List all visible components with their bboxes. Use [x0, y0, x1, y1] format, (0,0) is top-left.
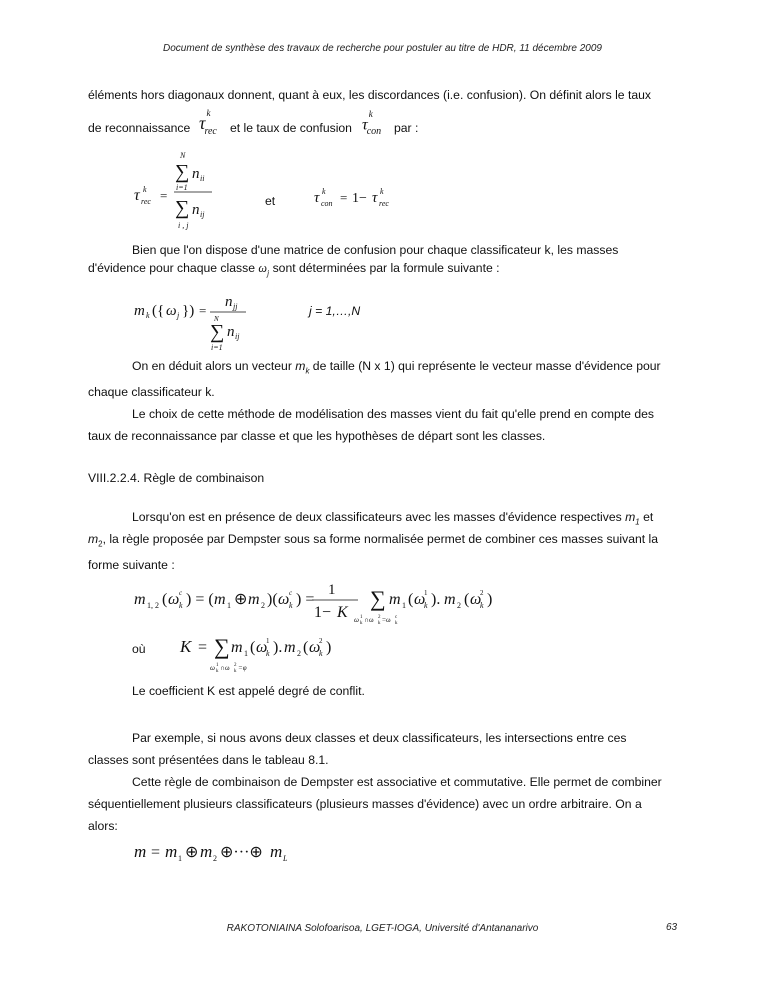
svg-text:∑: ∑ [175, 161, 190, 183]
svg-text:1: 1 [424, 589, 428, 597]
svg-text:1: 1 [328, 582, 336, 598]
svg-text:1: 1 [227, 601, 231, 610]
svg-text:): ) [326, 639, 332, 656]
tau-con-symbol: $\tau^k_{con}$ [362, 109, 382, 137]
paragraph-line: Le coefficient K est appelé degré de conflit. [132, 684, 365, 698]
svg-text:k: k [234, 669, 237, 672]
paragraph-line: par : [394, 121, 419, 135]
svg-text:) =: ) = [296, 591, 315, 608]
paragraph-line: alors: [88, 819, 118, 833]
svg-text:k: k [480, 601, 484, 610]
svg-text:ω: ω [166, 303, 177, 319]
svg-text:(: ( [464, 591, 470, 608]
svg-text:ω: ω [168, 591, 180, 608]
svg-text:m: m [444, 591, 456, 608]
paragraph-line: taux de reconnaissance par classe et que les hypothèses de départ sont les classes. [88, 429, 546, 443]
svg-text:2: 2 [457, 601, 461, 610]
svg-text:=: = [198, 639, 208, 656]
svg-text:m: m [165, 842, 178, 861]
svg-text:ij: ij [200, 210, 205, 219]
paragraph-line: d'évidence pour chaque classe $\omega_j$ sont déterminées par la formule suivante : [88, 261, 500, 278]
svg-text:=: = [340, 190, 348, 205]
running-footer: RAKOTONIAINA Solofoarisoa, LGET-IOGA, Université d'Antananarivo [226, 923, 539, 934]
svg-text:2: 2 [297, 649, 301, 658]
svg-text:1: 1 [178, 854, 182, 863]
svg-text:({: ({ [152, 303, 165, 319]
paragraph-line: Lorsqu'on est en présence de deux classificateurs avec les masses d'évidence respectives $m_1$ et [132, 510, 654, 527]
svg-text:c: c [289, 589, 293, 597]
paragraph-line: Le choix de cette méthode de modélisation des masses vient du fait qu'elle prend en compte des [132, 407, 654, 421]
paragraph-line: chaque classificateur k. [88, 385, 215, 399]
svg-text:N: N [214, 315, 219, 323]
svg-text:1: 1 [360, 615, 363, 620]
running-header: Document de synthèse des travaux de recherche pour postuler au titre de HDR, 11 décembre 2009 [163, 43, 602, 54]
svg-text:⊕: ⊕ [185, 844, 199, 861]
svg-text:1: 1 [216, 663, 219, 668]
paragraph-line: de reconnaissance [88, 121, 191, 135]
svg-text:c: c [179, 589, 183, 597]
svg-text:τ: τ [314, 190, 320, 206]
svg-text:k: k [319, 649, 323, 658]
svg-text:k: k [146, 311, 150, 320]
svg-text:2: 2 [319, 637, 323, 645]
svg-text:k: k [289, 601, 293, 610]
index-range: j = 1,…,N [309, 304, 361, 318]
svg-text:ij: ij [235, 332, 240, 341]
svg-text:) = (: ) = ( [186, 591, 214, 608]
svg-text:1: 1 [244, 649, 248, 658]
svg-text:K: K [180, 637, 192, 656]
svg-text:∩ω: ∩ω [220, 664, 230, 672]
paragraph-line: séquentiellement plusieurs classificateurs (plusieurs masses d'évidence) avec un ordre arbitraire. On a [88, 797, 642, 811]
svg-text:ω: ω [256, 639, 268, 656]
formula-conflict-k [178, 630, 368, 672]
svg-text:i=1: i=1 [176, 183, 188, 192]
svg-text:rec: rec [141, 197, 151, 206]
svg-text:=: = [199, 303, 207, 318]
paragraph-line: Cette règle de combinaison de Dempster est associative et commutative. Elle permet de combiner [132, 775, 662, 789]
svg-text:k: k [360, 621, 363, 626]
svg-text:k: k [216, 669, 219, 672]
svg-text:∑: ∑ [214, 634, 230, 659]
svg-text:m: m [200, 842, 213, 861]
svg-text:m: m [134, 842, 147, 861]
svg-text:m: m [231, 639, 243, 656]
section-heading: VIII.2.2.4. Règle de combinaison [88, 471, 265, 485]
tau-rec-symbol: $\tau^k_{rec}$ [199, 108, 217, 137]
svg-text:c: c [395, 615, 398, 620]
svg-text:L: L [283, 854, 288, 863]
paragraph-line: classes sont présentées dans le tableau 8.1. [88, 753, 329, 767]
svg-text:=ω: =ω [382, 616, 391, 624]
svg-text:).: ). [431, 591, 441, 608]
svg-text:ω: ω [470, 591, 482, 608]
svg-text:k: k [322, 187, 326, 196]
formula-dempster [132, 578, 512, 628]
paragraph-line: et le taux de confusion [230, 121, 352, 135]
svg-text:∑: ∑ [370, 586, 386, 611]
svg-text:m: m [248, 591, 260, 608]
svg-text:ω: ω [309, 639, 321, 656]
svg-text:∑: ∑ [210, 321, 225, 343]
svg-text:): ) [487, 591, 493, 608]
svg-text:k: k [380, 187, 384, 196]
svg-text:1, 2: 1, 2 [147, 601, 159, 610]
svg-text:}): }) [182, 303, 195, 319]
svg-text:k: k [424, 601, 428, 610]
svg-text:N: N [180, 151, 186, 160]
svg-text:).: ). [273, 639, 283, 656]
where-word: où [132, 642, 146, 656]
svg-text:m: m [270, 842, 283, 861]
svg-text:k: k [266, 649, 270, 658]
svg-text:ω: ω [414, 591, 426, 608]
svg-text:m: m [134, 303, 145, 319]
formula-sequential-combination [132, 838, 302, 868]
paragraph-line: éléments hors diagonaux donnent, quant à eux, les discordances (i.e. confusion). On définit alors le taux [88, 88, 651, 102]
svg-text:=: = [151, 844, 161, 861]
svg-text:i , j: i , j [178, 221, 189, 230]
svg-text:ω: ω [210, 664, 215, 672]
svg-text:k: k [143, 185, 147, 194]
svg-text:con: con [321, 199, 333, 208]
svg-text:1−: 1− [352, 191, 367, 206]
svg-text:ω: ω [354, 616, 359, 624]
svg-text:j: j [177, 311, 180, 320]
svg-text:2: 2 [480, 589, 484, 597]
svg-text:1−: 1− [314, 604, 332, 621]
svg-text:⊕: ⊕ [234, 591, 248, 608]
svg-text:k: k [179, 601, 183, 610]
svg-text:2: 2 [234, 663, 237, 668]
paragraph-line: forme suivante : [88, 558, 175, 572]
svg-text:(: ( [303, 639, 309, 656]
svg-text:n: n [192, 166, 200, 182]
page-number: 63 [666, 922, 678, 933]
svg-text:m: m [284, 639, 296, 656]
paragraph-line: Bien que l'on dispose d'une matrice de confusion pour chaque classificateur k, les masses [132, 243, 619, 257]
svg-text:(: ( [408, 591, 414, 608]
svg-text:=: = [160, 188, 168, 203]
svg-text:n: n [227, 324, 235, 340]
paragraph-line: On en déduit alors un vecteur $m_k$ de taille (N x 1) qui représente le vecteur masse d'évidence pour [132, 359, 661, 376]
svg-text:rec: rec [379, 199, 389, 208]
svg-text:2: 2 [261, 601, 265, 610]
formula-tau-rec-svg [130, 146, 230, 236]
svg-text:m: m [389, 591, 401, 608]
svg-text:∩ω: ∩ω [364, 616, 374, 624]
svg-text:(: ( [162, 591, 168, 608]
svg-text:n: n [192, 202, 200, 218]
svg-text:τ: τ [372, 190, 378, 206]
svg-text:k: k [378, 621, 381, 626]
svg-text:m: m [214, 591, 226, 608]
svg-text:2: 2 [378, 615, 381, 620]
formula-tau-con [312, 183, 412, 213]
svg-text:2: 2 [213, 854, 217, 863]
svg-text:ω: ω [278, 591, 290, 608]
svg-text:m: m [134, 591, 146, 608]
svg-text:ii: ii [200, 174, 205, 183]
svg-text:∑: ∑ [175, 197, 190, 219]
svg-text:=φ: =φ [238, 664, 247, 672]
svg-text:τ: τ [134, 187, 140, 204]
paragraph-line: Par exemple, si nous avons deux classes et deux classificateurs, les intersections entre ces [132, 731, 627, 745]
svg-text:(: ( [250, 639, 256, 656]
svg-text:)(: )( [267, 591, 278, 608]
and-word: et [265, 194, 276, 208]
svg-text:⊕···⊕: ⊕···⊕ [220, 844, 263, 861]
formula-mass [132, 290, 262, 360]
svg-text:jj: jj [233, 302, 238, 311]
paragraph-line: $m_2$, la règle proposée par Dempster sous sa forme normalisée permet de combiner ces masses suivant la [88, 532, 659, 549]
svg-text:K: K [337, 604, 348, 621]
svg-text:k: k [395, 621, 398, 626]
svg-text:1: 1 [402, 601, 406, 610]
svg-text:i=1: i=1 [211, 343, 223, 352]
svg-text:n: n [225, 294, 233, 310]
svg-text:1: 1 [266, 637, 270, 645]
